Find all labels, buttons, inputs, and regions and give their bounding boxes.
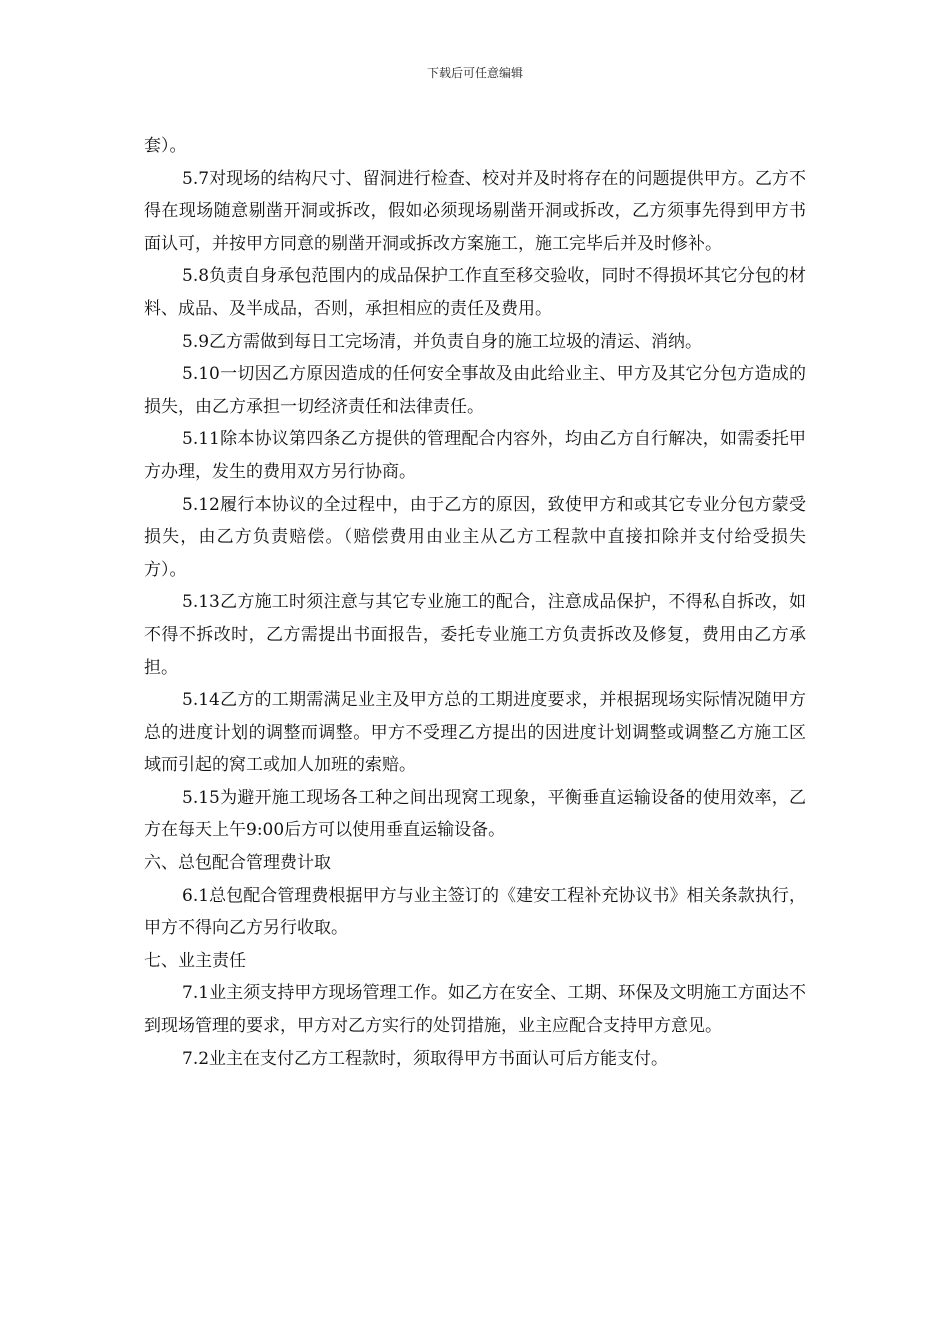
clause-7-1: 7.1业主须支持甲方现场管理工作。如乙方在安全、工期、环保及文明施工方面达不到现场管理的要求，甲方对乙方实行的处罚措施，业主应配合支持甲方意见。 xyxy=(144,983,806,1037)
paragraph-continuation: 套）。 xyxy=(144,136,187,156)
section-heading-6: 六、总包配合管理费计取 xyxy=(144,853,331,874)
clause-5-11: 5.11除本协议第四条乙方提供的管理配合内容外，均由乙方自行解决，如需委托甲方办理，发生的费用双方另行协商。 xyxy=(144,429,806,482)
clause-5-8: 5.8负责自身承包范围内的成品保护工作直至移交验收，同时不得损坏其它分包的材料、成品、及半成品，否则，承担相应的责任及费用。 xyxy=(144,266,806,319)
clause-7-2: 7.2业主在支付乙方工程款时，须取得甲方书面认可后方能支付。 xyxy=(182,1048,669,1069)
document-body xyxy=(144,130,806,1075)
clause-5-13: 5.13乙方施工时须注意与其它专业施工的配合，注意成品保护，不得私自拆改，如不得不拆改时，乙方需提出书面报告，委托专业施工方负责拆改及修复，费用由乙方承担。 xyxy=(144,592,806,678)
clause-6-1: 6.1总包配合管理费根据甲方与业主签订的《建安工程补充协议书》相关条款执行，甲方不得向乙方另行收取。 xyxy=(144,885,806,939)
clause-5-15: 5.15为避开施工现场各工种之间出现窝工现象，平衡垂直运输设备的使用效率，乙方在每天上午9:00后方可以使用垂直运输设备。 xyxy=(144,787,806,841)
page-header: 下载后可任意编辑 xyxy=(426,66,523,80)
clause-5-9: 5.9乙方需做到每日工完场清，并负责自身的施工垃圾的清运、消纳。 xyxy=(182,331,703,352)
section-heading-7: 七、业主责任 xyxy=(144,950,246,971)
clause-5-10: 5.10一切因乙方原因造成的任何安全事故及由此给业主、甲方及其它分包方造成的损失，由乙方承担一切经济责任和法律责任。 xyxy=(144,364,806,417)
clause-5-12: 5.12履行本协议的全过程中，由于乙方的原因，致使甲方和或其它专业分包方蒙受损失，由乙方负责赔偿。（赔偿费用由业主从乙方工程款中直接扣除并支付给受损失方）。 xyxy=(144,494,806,580)
clause-5-7: 5.7对现场的结构尺寸、留洞进行检查、校对并及时将存在的问题提供甲方。乙方不得在现场随意剔凿开洞或拆改，假如必须现场剔凿开洞或拆改，乙方须事先得到甲方书面认可，并按甲方同意的剔凿开洞或拆改方案施工，施工完毕后并及时修补。 xyxy=(144,168,806,254)
clause-5-14: 5.14乙方的工期需满足业主及甲方总的工期进度要求，并根据现场实际情况随甲方总的进度计划的调整而调整。甲方不受理乙方提出的因进度计划调整或调整乙方施工区域而引起的窝工或加人加班的索赔。 xyxy=(144,690,806,776)
